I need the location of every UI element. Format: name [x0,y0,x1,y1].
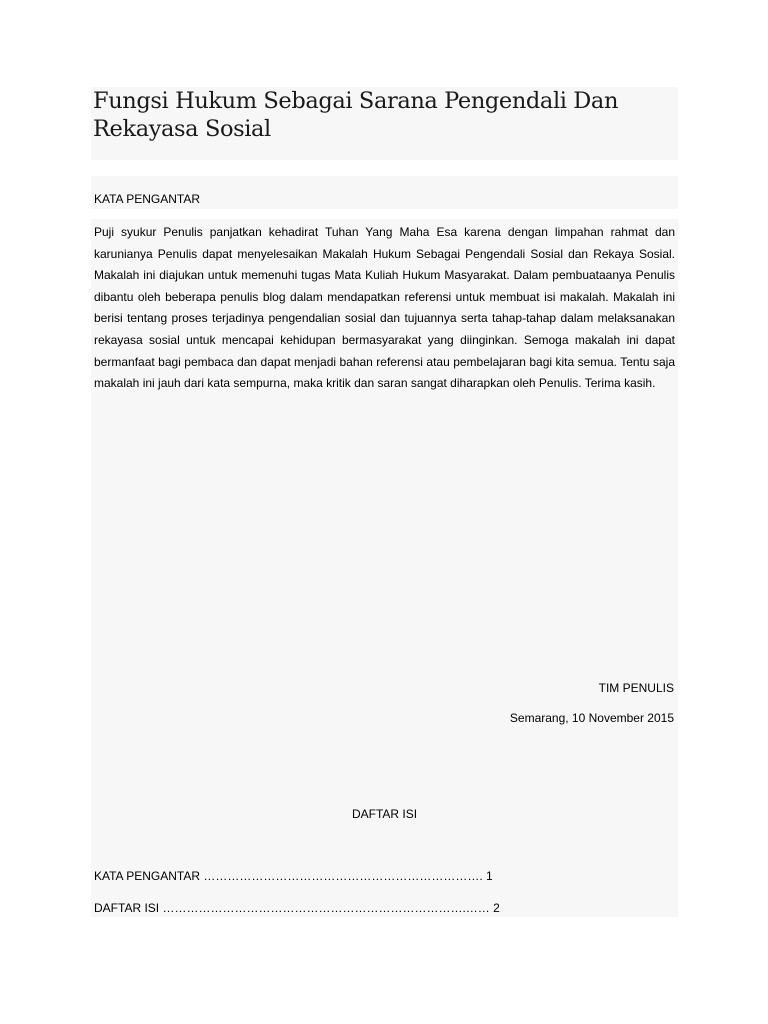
document-body [91,219,678,917]
signature-team: TIM PENULIS [598,681,674,695]
preface-heading-block [91,176,678,209]
document-title: Fungsi Hukum Sebagai Sarana Pengendali Dan Rekayasa Sosial [93,88,619,142]
toc-heading: DAFTAR ISI [351,807,418,821]
toc-entry-daftar-isi: DAFTAR ISI ………………………………………………………………….…… 2 [94,901,500,915]
title-block [91,87,678,160]
signature-date: Semarang, 10 November 2015 [509,711,674,725]
toc-entry-kata-pengantar: KATA PENGANTAR ……………………………………………………………. 1 [94,869,493,883]
preface-heading: KATA PENGANTAR [94,192,201,206]
preface-paragraph: Puji syukur Penulis panjatkan kehadirat Tuhan Yang Maha Esa karena dengan limpahan rahmat dan karunianya Penulis dapat menyelesaikan Makalah Hukum Sebagai Pengendali Sosial dan Rekaya Sosial. Makalah ini diajukan untuk memenuhi tugas Mata Kuliah Hukum Masyarakat. Dalam pembuataanya Penulis dibantu oleh beberapa penulis blog dalam mendapatkan referensi untuk membuat isi makalah. Makalah ini berisi tentang proses terjadinya pengendalian sosial dan tujuannya serta tahap-tahap dalam melaksanakan rekayasa sosial untuk mencapai kehidupan bermasyarakat yang diinginkan. Semoga makalah ini dapat bermanfaat bagi pembaca dan dapat menjadi bahan referensi atau pembelajaran bagi kita semua. Tentu saja makalah ini jauh dari kata sempurna, maka kritik dan saran sangat diharapkan oleh Penulis. Terima kasih. [94,225,675,391]
